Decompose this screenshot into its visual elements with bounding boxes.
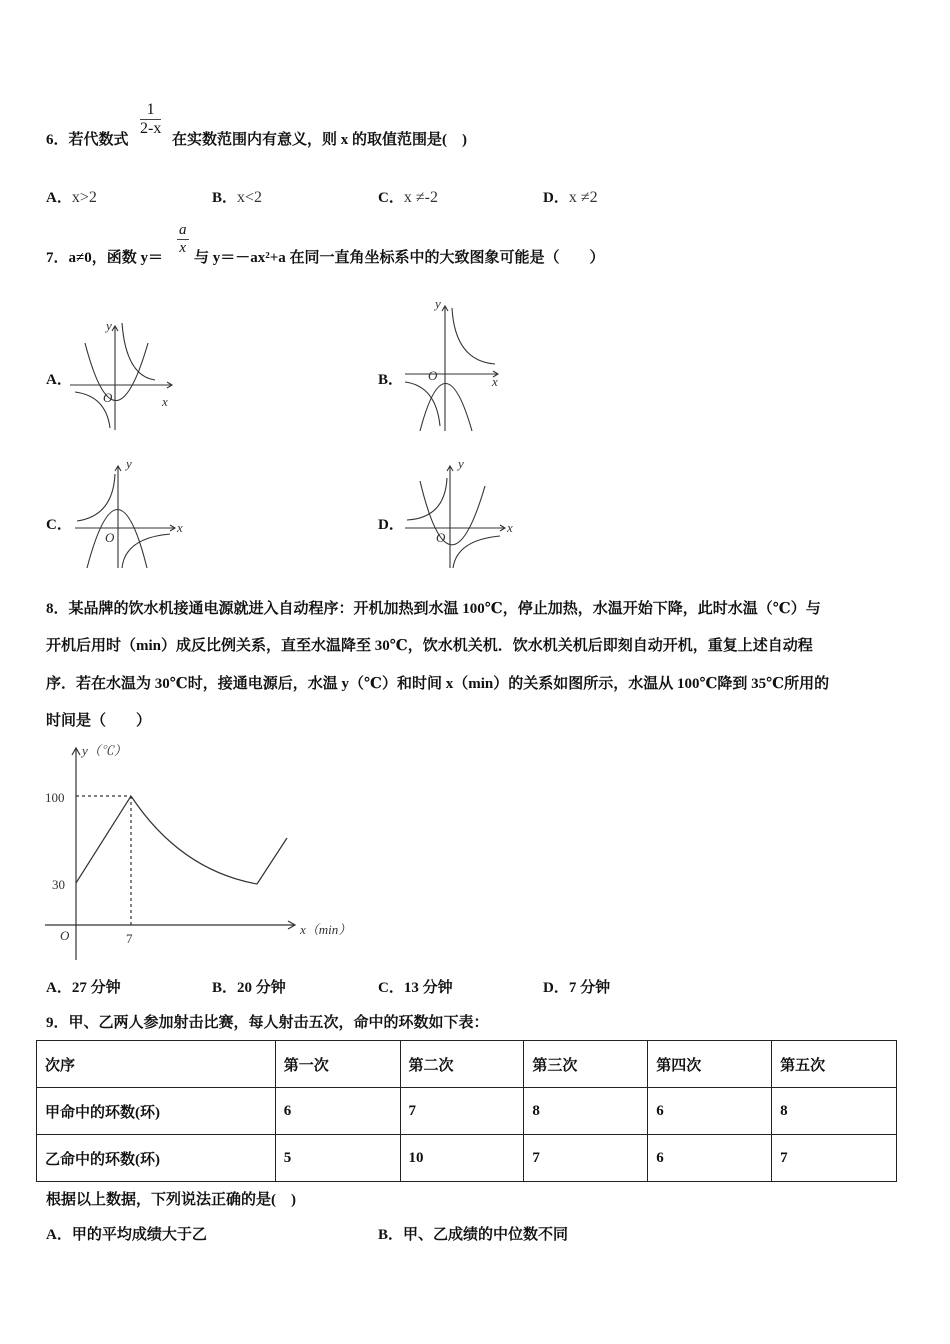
option-letter: D． [543,190,569,206]
x-label: x [162,394,168,409]
cooling-curve [131,796,257,884]
y-tick-100: 100 [45,790,65,805]
q6-frac-den: 2-x [140,120,162,137]
q8-stem-line: 开机后用时（min）成反比例关系，直至水温降至 30℃，饮水机关机．饮水机关机后即刻自动开机，重复上述自动程 [46,638,813,654]
y-label: y [435,296,441,311]
table-row [37,1088,897,1135]
q7-option-b[interactable]: B． [378,372,404,388]
q6-option-b[interactable] [212,186,262,207]
table-cell: 乙命中的环数(环) [37,1135,276,1182]
q6-option-c[interactable] [378,186,438,207]
table-cell: 8 [524,1088,648,1135]
x-label: x [492,374,498,389]
table-row [37,1135,897,1182]
table-cell: 甲命中的环数(环) [37,1088,276,1135]
option-letter: C． [378,190,404,206]
option-text: x>2 [71,189,97,206]
q7-option-a[interactable]: A． [46,372,72,388]
q8-option-c[interactable] [378,976,453,997]
heating-line [76,796,131,883]
reheating-line [257,838,287,884]
q7-fraction [177,222,189,257]
option-letter: B． [212,190,238,206]
header-cell: 第四次 [648,1041,772,1088]
q7-frac-den: x [179,240,187,256]
q6-number: 6． [46,132,69,148]
q8-stem-line: 时间是（ ） [46,713,152,729]
x-tick-7: 7 [126,931,133,946]
origin-label: O [60,928,70,943]
table-cell: 6 [648,1135,772,1182]
q6-frac-num: 1 [140,101,161,120]
q9-stem: 9．甲、乙两人参加射击比赛，每人射击五次，命中的环数如下表： [46,1015,489,1031]
option-letter: A． [46,980,72,996]
table-cell: 7 [772,1135,897,1182]
option-text: x ≠2 [568,189,598,206]
y-label: y [126,456,132,471]
x-axis-label: x（min） [300,922,352,937]
q9-option-a[interactable] [46,1223,207,1244]
header-cell: 第一次 [275,1041,400,1088]
q6-prefix: 若代数式 [68,132,129,148]
header-cell: 第五次 [772,1041,897,1088]
q7-graph-a [70,318,180,433]
y-axis-label: y（℃） [82,743,127,758]
q7-suffix: 与 y＝－ax²+a 在同一直角坐标系中的大致图象可能是（ ） [194,250,605,266]
option-letter: B． [378,1227,404,1243]
option-text: 13 分钟 [403,980,453,996]
q8-option-b[interactable] [212,976,286,997]
q7-option-c[interactable]: C． [46,517,72,533]
option-text: x ≠-2 [403,189,438,206]
q7-condition: a≠0，函数 y＝ [68,250,163,266]
origin-label: O [105,530,115,545]
q6-suffix: 在实数范围内有意义，则 x 的取值范围是( ) [172,132,467,148]
q6-stem [46,128,129,149]
table-cell: 7 [400,1088,524,1135]
q7-graph-d [405,456,520,571]
q6-fraction [140,101,161,138]
q7-graph-c [75,456,190,571]
table-cell: 8 [772,1088,897,1135]
option-text: 20 分钟 [237,980,286,996]
y-label: y [106,318,112,333]
option-text: 27 分钟 [71,980,121,996]
q8-option-d[interactable] [543,976,610,997]
x-label: x [507,520,513,535]
option-letter: C． [378,980,404,996]
q7-graph-b [400,296,510,436]
table-cell: 5 [275,1135,400,1182]
q6-option-d[interactable] [543,186,598,207]
q8-temperature-graph [40,740,370,965]
y-tick-30: 30 [52,877,65,892]
table-cell: 7 [524,1135,648,1182]
y-label: y [458,456,464,471]
origin-label: O [103,390,113,405]
q6-option-a[interactable] [46,186,97,207]
origin-label: O [436,530,446,545]
option-text: 7 分钟 [568,980,611,996]
q9-question: 根据以上数据，下列说法正确的是( ) [46,1192,296,1208]
table-cell: 6 [275,1088,400,1135]
option-letter: D． [543,980,569,996]
q7-stem [46,246,163,267]
header-cell: 第三次 [524,1041,648,1088]
table-cell: 10 [400,1135,524,1182]
q7-number: 7． [46,250,69,266]
header-cell: 第二次 [400,1041,524,1088]
q9-score-table [36,1040,897,1182]
option-letter: A． [46,1227,72,1243]
option-text: 甲、乙成绩的中位数不同 [403,1227,569,1243]
q8-stem-line: 序．若在水温为 30℃时，接通电源后，水温 y（℃）和时间 x（min）的关系如图所示，水温从 100℃降到 35℃所用的 [46,676,830,692]
option-text: x<2 [237,189,263,206]
origin-label: O [428,368,438,383]
option-letter: A． [46,190,72,206]
q8-option-a[interactable] [46,976,121,997]
x-label: x [177,520,183,535]
table-header-row [37,1041,897,1088]
header-cell: 次序 [37,1041,276,1088]
q8-stem-line: 8．某品牌的饮水机接通电源就进入自动程序：开机加热到水温 100℃，停止加热，水温开始下降，此时水温（℃）与 [46,601,821,617]
q7-option-d[interactable]: D． [378,517,404,533]
table-cell: 6 [648,1088,772,1135]
option-text: 甲的平均成绩大于乙 [71,1227,207,1243]
q9-option-b[interactable] [378,1223,568,1244]
parabola [85,343,148,401]
option-letter: B． [212,980,238,996]
q7-frac-num: a [179,222,187,238]
